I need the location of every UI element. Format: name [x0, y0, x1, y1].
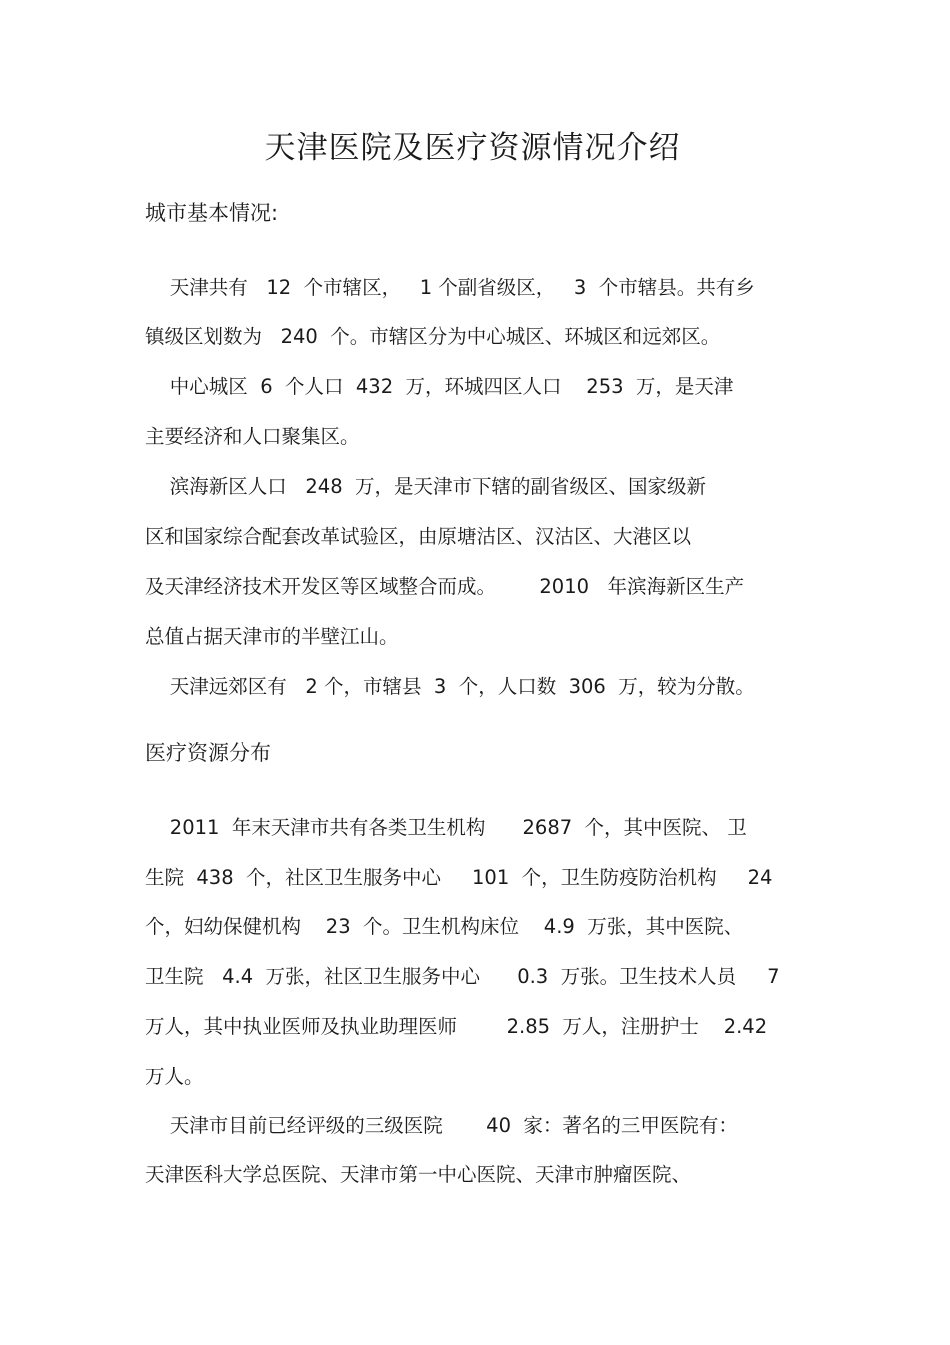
paragraph-line: 天津医科大学总医院、天津市第一中心医院、天津市肿瘤医院、: [145, 1163, 692, 1186]
paragraph-line: 个，妇幼保健机构 23 个。卫生机构床位 4.9 万张，其中医院、: [145, 915, 744, 938]
paragraph-line: 主要经济和人口聚集区。: [145, 425, 360, 448]
document-title: 天津医院及医疗资源情况介绍: [264, 130, 681, 166]
paragraph-line: 天津远郊区有 2 个，市辖县 3 个，人口数 306 万，较为分散。: [145, 675, 755, 698]
paragraph-line: 万人。: [145, 1065, 204, 1088]
paragraph-line: 及天津经济技术开发区等区域整合而成。 2010 年滨海新区生产: [145, 575, 745, 598]
paragraph-line: 万人，其中执业医师及执业助理医师 2.85 万人，注册护士 2.42: [145, 1015, 768, 1038]
paragraph-line: 中心城区 6 个人口 432 万，环城四区人口 253 万，是天津: [145, 375, 734, 398]
paragraph-line: 滨海新区人口 248 万，是天津市下辖的副省级区、国家级新: [145, 475, 707, 498]
paragraph-line: 生院 438 个，社区卫生服务中心 101 个，卫生防疫防治机构 24: [145, 866, 773, 889]
paragraph-line: 2011 年末天津市共有各类卫生机构 2687 个，其中医院、 卫: [145, 816, 747, 839]
paragraph-line: 卫生院 4.4 万张，社区卫生服务中心 0.3 万张。卫生技术人员 7: [145, 965, 780, 988]
section-heading-medical: 医疗资源分布: [145, 741, 271, 765]
paragraph-line: 总值占据天津市的半壁江山。: [145, 625, 399, 648]
paragraph-line: 区和国家综合配套改革试验区，由原塘沽区、汉沽区、大港区以: [145, 525, 692, 548]
paragraph-line: 天津市目前已经评级的三级医院 40 家：著名的三甲医院有：: [145, 1114, 738, 1137]
section-heading-city: 城市基本情况:: [145, 201, 279, 225]
paragraph-line: 镇级区划数为 240 个。市辖区分为中心城区、环城区和远郊区。: [145, 325, 721, 348]
paragraph-line: 天津共有 12 个市辖区， 1 个副省级区， 3 个市辖县。共有乡: [145, 276, 755, 299]
